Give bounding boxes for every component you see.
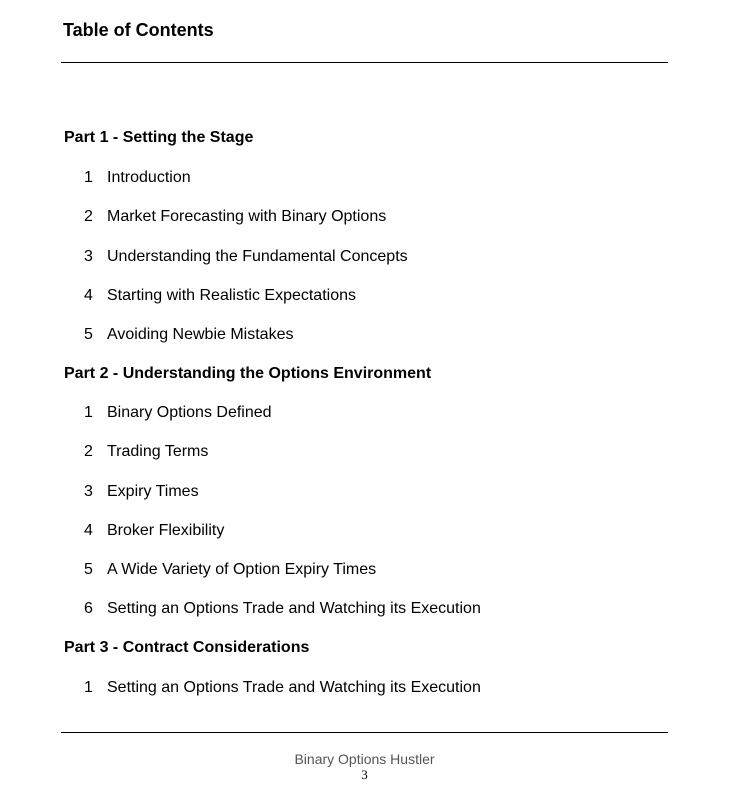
entry-title: A Wide Variety of Option Expiry Times	[107, 561, 377, 578]
toc-entry[interactable]	[84, 560, 376, 580]
toc-entry[interactable]	[84, 168, 191, 188]
footer-book-title: Binary Options Hustler	[294, 751, 435, 767]
page-title: Table of Contents	[63, 20, 214, 40]
entry-number: 3	[84, 483, 93, 500]
entry-number: 1	[84, 169, 93, 186]
entry-title: Understanding the Fundamental Concepts	[107, 248, 408, 265]
entry-number: 1	[84, 404, 93, 421]
entry-title: Starting with Realistic Expectations	[107, 287, 356, 304]
part-3-heading[interactable]: Part 3 - Contract Considerations	[64, 639, 310, 656]
entry-title: Binary Options Defined	[107, 404, 272, 421]
part-2-heading[interactable]: Part 2 - Understanding the Options Environment	[64, 365, 432, 382]
entry-number: 4	[84, 287, 93, 304]
entry-number: 5	[84, 561, 93, 578]
toc-entry[interactable]	[84, 599, 481, 619]
footer-divider	[61, 732, 668, 733]
toc-entry[interactable]	[84, 286, 356, 306]
entry-number: 1	[84, 679, 93, 696]
toc-entry[interactable]	[84, 482, 199, 502]
entry-number: 2	[84, 443, 93, 460]
entry-number: 4	[84, 522, 93, 539]
entry-title: Introduction	[107, 169, 191, 186]
entry-number: 6	[84, 600, 93, 617]
entry-number: 5	[84, 326, 93, 343]
entry-title: Broker Flexibility	[107, 522, 225, 539]
toc-entry[interactable]	[84, 403, 272, 423]
entry-number: 2	[84, 208, 93, 225]
entry-title: Setting an Options Trade and Watching its Execution	[107, 679, 481, 696]
toc-entry[interactable]	[84, 442, 208, 462]
entry-number: 3	[84, 248, 93, 265]
part-1-heading[interactable]: Part 1 - Setting the Stage	[64, 129, 254, 146]
footer-page-number: 3	[361, 767, 368, 782]
entry-title: Avoiding Newbie Mistakes	[107, 326, 294, 343]
entry-title: Expiry Times	[107, 483, 199, 500]
toc-entry[interactable]	[84, 325, 293, 345]
toc-entry[interactable]	[84, 521, 224, 541]
toc-entry[interactable]	[84, 678, 481, 698]
entry-title: Setting an Options Trade and Watching its Execution	[107, 600, 481, 617]
toc-entry[interactable]	[84, 207, 386, 227]
entry-title: Market Forecasting with Binary Options	[107, 208, 387, 225]
header-divider	[61, 62, 668, 63]
toc-entry[interactable]	[84, 247, 408, 267]
entry-title: Trading Terms	[107, 443, 209, 460]
